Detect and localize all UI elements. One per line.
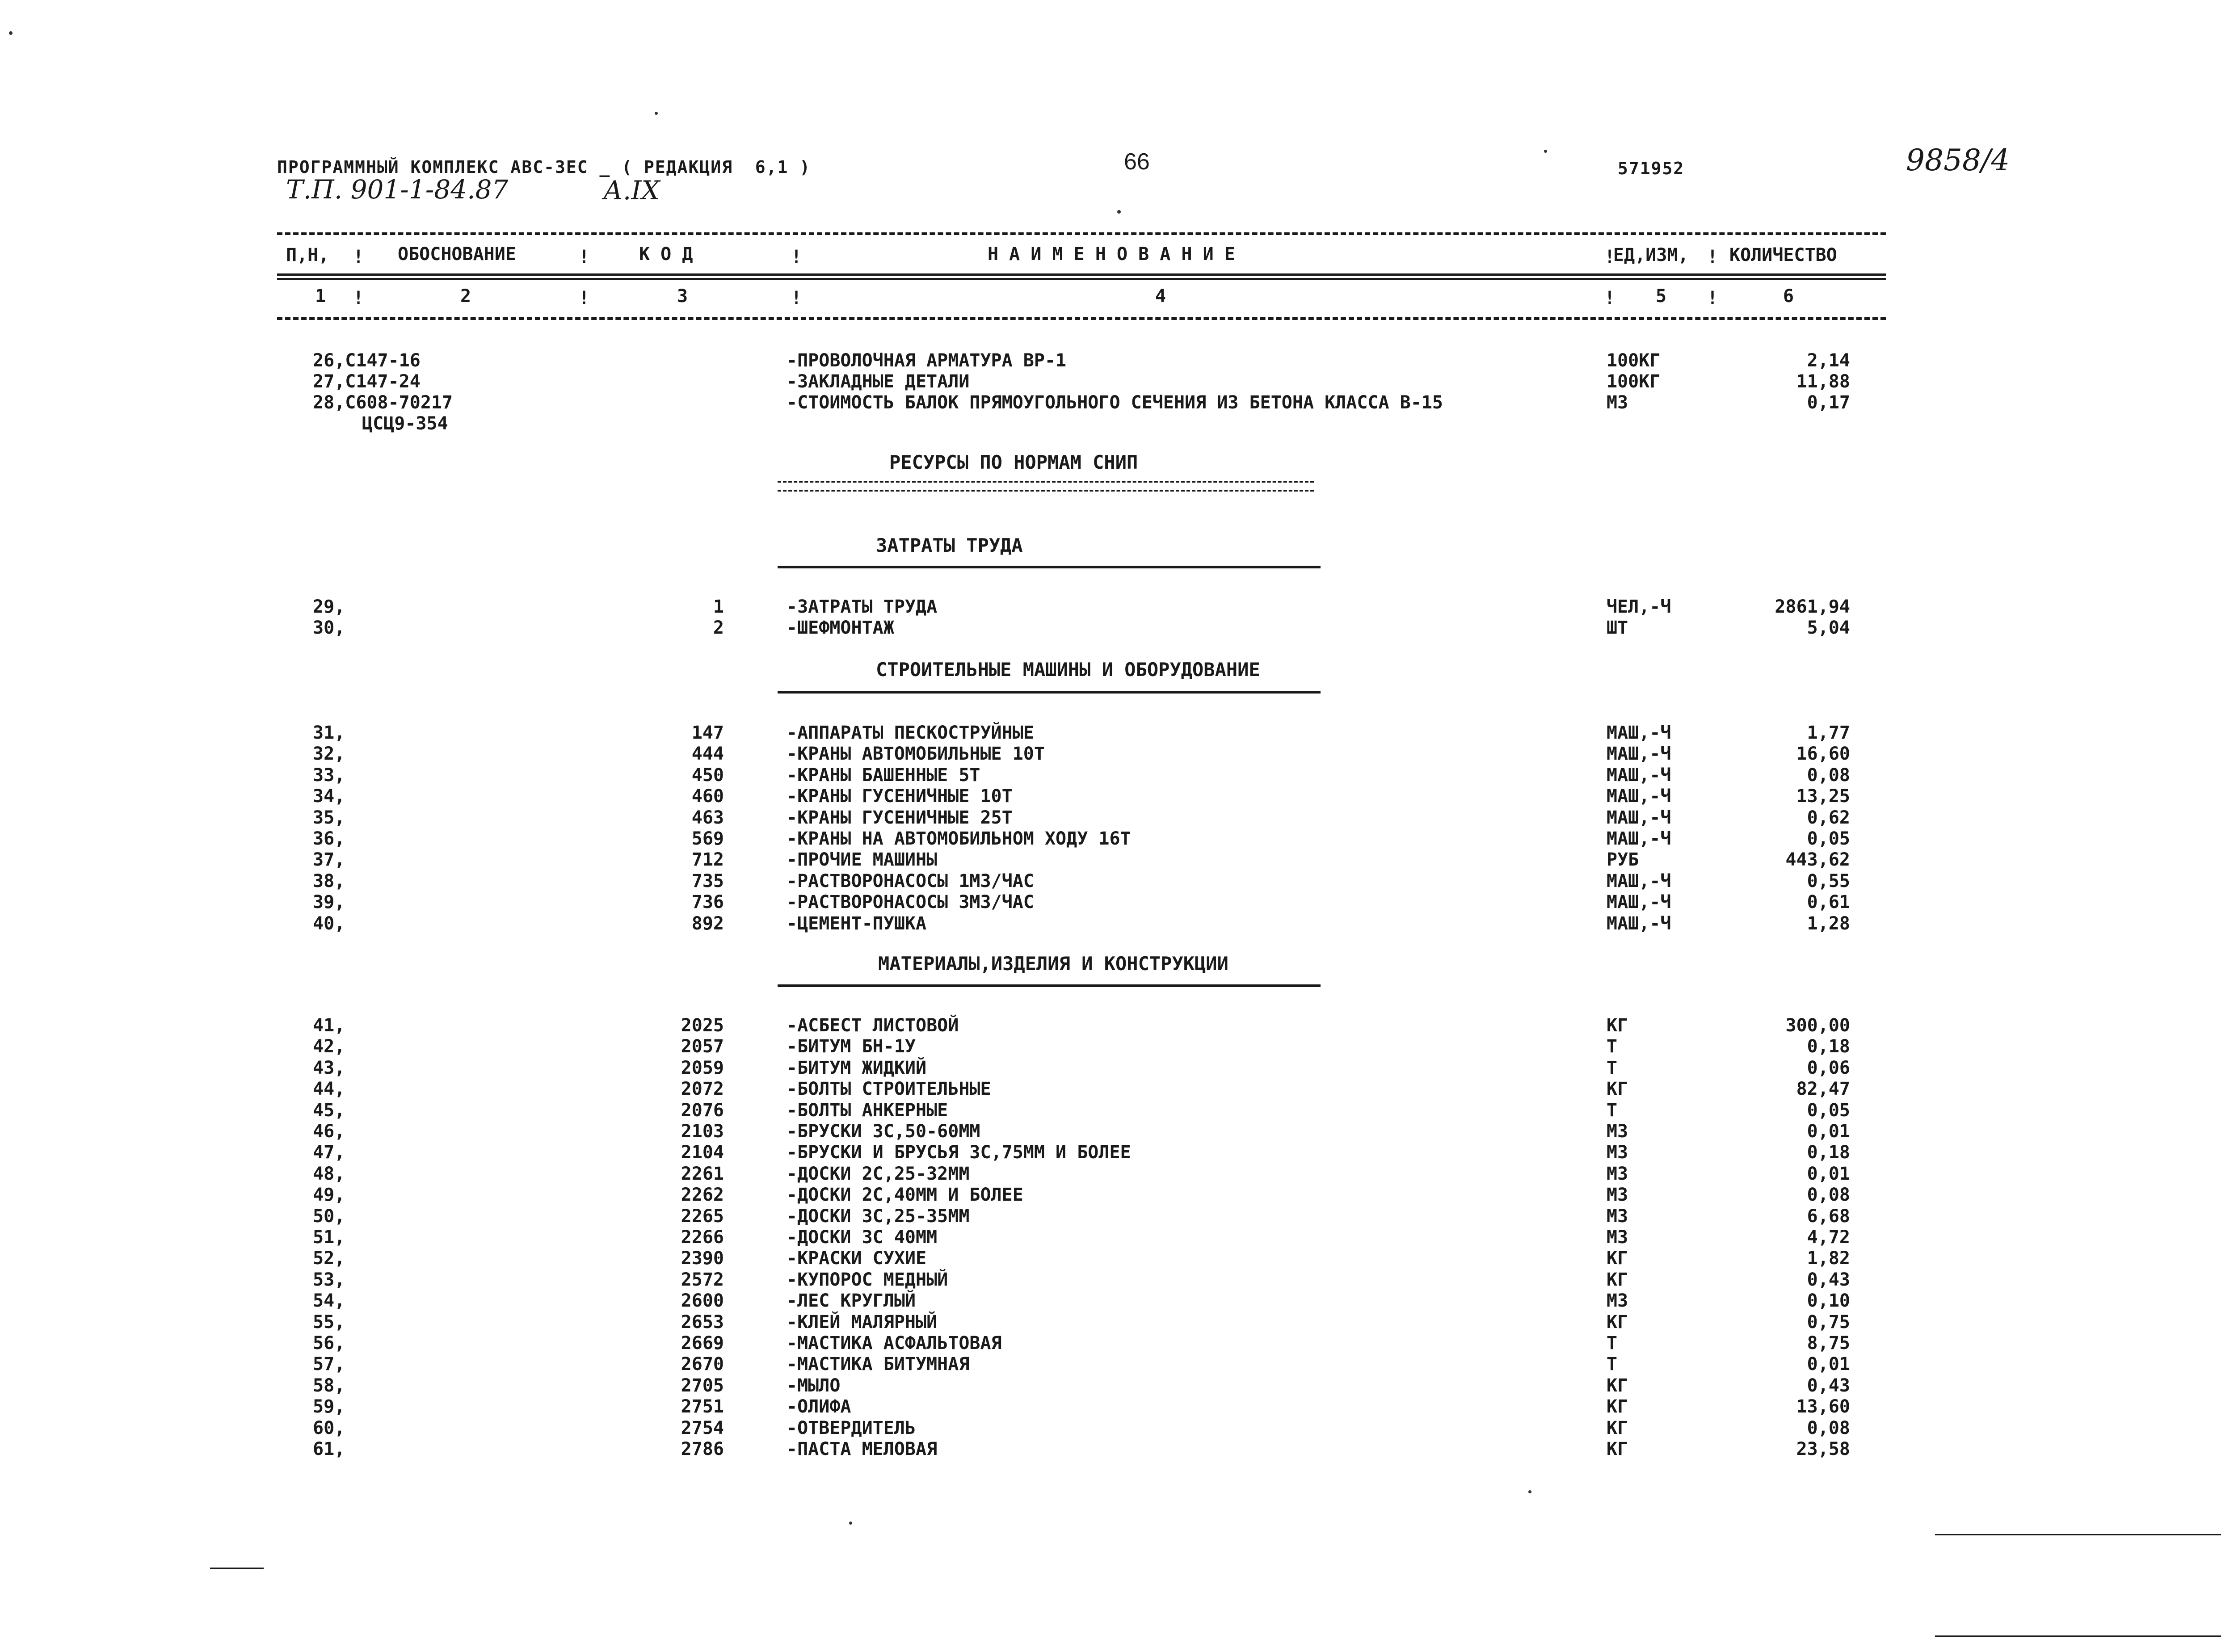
table-row	[0, 1036, 2221, 1057]
album-mark: А.IX	[603, 175, 660, 206]
row-code: 450	[691, 765, 724, 786]
row-quantity: 0,01	[1807, 1121, 1850, 1142]
table-row: 28,C608-70217 -СТОИМОСТЬ БАЛОК ПРЯМОУГОЛЬНОГО СЕЧЕНИЯ ИЗ БЕТОНА КЛАССА В-15 М3 0,17	[313, 392, 1850, 413]
scan-speck	[849, 1522, 852, 1525]
row-code: 147	[691, 723, 724, 743]
row-number: 31,	[313, 723, 345, 743]
table-row	[0, 1290, 2221, 1312]
row-code: 2057	[681, 1036, 724, 1057]
row-number: 35,	[313, 807, 345, 828]
row-code: 2669	[681, 1333, 724, 1354]
row-unit: КГ	[1607, 1248, 1628, 1269]
table-row	[0, 618, 2221, 639]
col-sep: !	[579, 288, 590, 308]
col-sep: !	[353, 247, 364, 267]
row-number: 46,	[313, 1121, 345, 1142]
row-quantity: 13,60	[1796, 1396, 1850, 1417]
row-number: 32,	[313, 744, 345, 765]
table-row	[0, 871, 2221, 892]
col-qty: КОЛИЧЕСТВО	[1729, 245, 1837, 265]
row-quantity: 0,01	[1807, 1163, 1850, 1184]
row-quantity: 6,68	[1807, 1206, 1850, 1227]
row-quantity: 443,62	[1785, 849, 1850, 870]
row-quantity: 2861,94	[1775, 597, 1850, 617]
row-number: 42,	[313, 1036, 345, 1057]
col-num-5: 5	[1656, 286, 1667, 307]
table-row	[0, 1396, 2221, 1417]
row-code: 2103	[681, 1121, 724, 1142]
table-top-rule	[277, 232, 1886, 235]
row-name: -БИТУМ ЖИДКИЙ	[787, 1057, 927, 1078]
row-unit: КГ	[1607, 1079, 1628, 1100]
row-number: 52,	[313, 1248, 345, 1269]
row-code: 712	[691, 849, 724, 870]
row-unit: М3	[1607, 1206, 1628, 1227]
row-quantity: 0,61	[1807, 892, 1850, 913]
scan-speck	[655, 112, 658, 115]
row-name: -МЫЛО	[787, 1375, 841, 1396]
col-num-3: 3	[677, 286, 688, 307]
row-code: 2754	[681, 1417, 724, 1438]
row-unit: МАШ,-Ч	[1607, 786, 1671, 807]
row-number: 34,	[313, 786, 345, 807]
row-quantity: 82,47	[1796, 1079, 1850, 1100]
row-quantity: 0,18	[1807, 1142, 1850, 1163]
scan-edge-line	[1935, 1534, 2221, 1535]
row-unit: М3	[1607, 1227, 1628, 1248]
inventory-mark: 9858/4	[1906, 143, 2010, 177]
col-name: Н А И М Е Н О В А Н И Е	[988, 244, 1235, 265]
table-row-extra: ЦСЦ9-354	[362, 413, 448, 434]
row-number: 43,	[313, 1057, 345, 1078]
row-number: 45,	[313, 1100, 345, 1121]
row-number: 61,	[313, 1439, 345, 1459]
row-number: 33,	[313, 765, 345, 786]
row-name: -ДОСКИ 3С 40ММ	[787, 1227, 938, 1248]
row-number: 55,	[313, 1312, 345, 1333]
row-code: 2104	[681, 1142, 724, 1163]
row-unit: МАШ,-Ч	[1607, 765, 1671, 786]
table-row	[0, 892, 2221, 913]
row-quantity: 300,00	[1785, 1015, 1850, 1036]
row-unit: КГ	[1607, 1417, 1628, 1438]
row-code: 2072	[681, 1079, 724, 1100]
machines-section-rule	[778, 691, 1321, 694]
row-unit: ЧЕЛ,-Ч	[1607, 597, 1671, 617]
row-name: -БОЛТЫ СТРОИТЕЛЬНЫЕ	[787, 1079, 991, 1100]
row-name: -ДОСКИ 2С,40ММ И БОЛЕЕ	[787, 1185, 1023, 1206]
row-number: 39,	[313, 892, 345, 913]
table-row	[0, 744, 2221, 765]
table-row	[0, 828, 2221, 849]
table-row	[0, 1142, 2221, 1163]
row-code: 2705	[681, 1375, 724, 1396]
row-code: 1	[713, 597, 724, 617]
row-code: 736	[691, 892, 724, 913]
col-pn: П,Н,	[286, 245, 329, 265]
table-row	[0, 1354, 2221, 1375]
row-unit: М3	[1607, 1121, 1628, 1142]
row-name: -БРУСКИ 3С,50-60ММ	[787, 1121, 980, 1142]
table-row	[0, 786, 2221, 807]
row-unit: Т	[1607, 1057, 1618, 1078]
table-row	[0, 807, 2221, 828]
table-row	[0, 1418, 2221, 1439]
row-quantity: 0,75	[1807, 1312, 1850, 1333]
col-unit: ЕД,ИЗМ,	[1613, 245, 1689, 265]
row-number: 44,	[313, 1079, 345, 1100]
row-quantity: 0,08	[1807, 1185, 1850, 1206]
col-sep: !	[1707, 288, 1718, 308]
table-row: 26,C147-16 -ПРОВОЛОЧНАЯ АРМАТУРА ВР-1 100КГ 2,14	[313, 350, 1850, 371]
row-unit: М3	[1607, 1185, 1628, 1206]
table-row	[0, 913, 2221, 934]
row-code: 892	[691, 913, 724, 934]
row-quantity: 0,01	[1807, 1354, 1850, 1375]
row-quantity: 0,43	[1807, 1269, 1850, 1290]
machines-section-title: СТРОИТЕЛЬНЫЕ МАШИНЫ И ОБОРУДОВАНИЕ	[876, 659, 1260, 681]
row-code: 2266	[681, 1227, 724, 1248]
table-row	[0, 1079, 2221, 1100]
row-quantity: 4,72	[1807, 1227, 1850, 1248]
table-row	[0, 1227, 2221, 1248]
row-unit: МАШ,-Ч	[1607, 913, 1671, 934]
resources-double-rule	[778, 481, 1314, 492]
table-row	[0, 1100, 2221, 1121]
scan-speck	[1528, 1490, 1531, 1493]
row-number: 49,	[313, 1185, 345, 1206]
scan-speck	[1117, 210, 1121, 214]
row-code: 2751	[681, 1396, 724, 1417]
col-sep: !	[1707, 247, 1718, 267]
row-number: 59,	[313, 1396, 345, 1417]
row-number: 29,	[313, 597, 345, 617]
row-unit: МАШ,-Ч	[1607, 744, 1671, 765]
row-number: 56,	[313, 1333, 345, 1354]
scan-edge-line	[210, 1568, 264, 1569]
doc-number: 571952	[1618, 159, 1685, 178]
row-name: -ДОСКИ 2С,25-32ММ	[787, 1163, 970, 1184]
table-row	[0, 1015, 2221, 1036]
scan-speck	[9, 31, 13, 35]
row-unit: КГ	[1607, 1375, 1628, 1396]
table-row: 27,C147-24 -ЗАКЛАДНЫЕ ДЕТАЛИ 100КГ 11,88	[313, 371, 1850, 392]
row-unit: Т	[1607, 1036, 1618, 1057]
row-name: -КРАНЫ ГУСЕНИЧНЫЕ 10Т	[787, 786, 1013, 807]
table-row	[0, 1439, 2221, 1460]
row-quantity: 0,06	[1807, 1057, 1850, 1078]
row-name: -ШЕФМОНТАЖ	[787, 618, 894, 638]
row-number: 37,	[313, 849, 345, 870]
program-title: ПРОГРАММНЫЙ КОМПЛЕКС АВС-3ЕС _ ( РЕДАКЦИЯ 6,1 )	[277, 157, 811, 177]
row-number: 54,	[313, 1290, 345, 1312]
row-name: -КРАСКИ СУХИЕ	[787, 1248, 927, 1269]
row-quantity: 5,04	[1807, 618, 1850, 638]
row-code: 2059	[681, 1057, 724, 1078]
row-name: -РАСТВОРОНАСОСЫ 1М3/ЧАС	[787, 870, 1034, 891]
table-row	[0, 1248, 2221, 1269]
col-sep: !	[791, 288, 802, 308]
col-num-6: 6	[1783, 286, 1794, 307]
row-code: 2025	[681, 1015, 724, 1036]
table-row	[0, 1206, 2221, 1227]
resources-title: РЕСУРСЫ ПО НОРМАМ СНИП	[889, 451, 1138, 473]
row-code: 2390	[681, 1248, 724, 1269]
row-code: 2262	[681, 1185, 724, 1206]
row-number: 41,	[313, 1015, 345, 1036]
row-name: -БРУСКИ И БРУСЬЯ 3С,75ММ И БОЛЕЕ	[787, 1142, 1131, 1163]
row-name: -КРАНЫ ГУСЕНИЧНЫЕ 25Т	[787, 807, 1013, 828]
table-row	[0, 1121, 2221, 1142]
row-name: -КРАНЫ АВТОМОБИЛЬНЫЕ 10Т	[787, 744, 1045, 765]
col-sep: !	[353, 288, 364, 308]
row-name: -БОЛТЫ АНКЕРНЫЕ	[787, 1100, 948, 1121]
row-number: 30,	[313, 618, 345, 638]
row-code: 2261	[681, 1163, 724, 1184]
col-basis: ОБОСНОВАНИЕ	[398, 244, 516, 265]
row-quantity: 13,25	[1796, 786, 1850, 807]
row-quantity: 0,08	[1807, 1417, 1850, 1438]
row-name: -КРАНЫ БАШЕННЫЕ 5Т	[787, 765, 980, 786]
table-row	[0, 1312, 2221, 1333]
table-row	[0, 723, 2221, 744]
row-unit: ШТ	[1607, 618, 1628, 638]
row-unit: РУБ	[1607, 849, 1639, 870]
row-number: 58,	[313, 1375, 345, 1396]
row-quantity: 0,10	[1807, 1290, 1850, 1312]
row-code: 2265	[681, 1206, 724, 1227]
labor-section-title: ЗАТРАТЫ ТРУДА	[876, 534, 1023, 556]
row-number: 57,	[313, 1354, 345, 1375]
row-number: 36,	[313, 828, 345, 849]
row-quantity: 16,60	[1796, 744, 1850, 765]
table-row	[0, 1269, 2221, 1290]
row-number: 50,	[313, 1206, 345, 1227]
row-name: -КРАНЫ НА АВТОМОБИЛЬНОМ ХОДУ 16Т	[787, 828, 1131, 849]
table-row	[0, 849, 2221, 870]
page-number: 66	[1124, 149, 1150, 175]
row-name: -ЦЕМЕНТ-ПУШКА	[787, 913, 927, 934]
row-code: 463	[691, 807, 724, 828]
row-unit: МАШ,-Ч	[1607, 892, 1671, 913]
labor-section-rule	[778, 566, 1321, 568]
row-quantity: 1,28	[1807, 913, 1850, 934]
row-unit: Т	[1607, 1333, 1618, 1354]
row-unit: М3	[1607, 1163, 1628, 1184]
row-quantity: 0,05	[1807, 1100, 1850, 1121]
row-quantity: 0,62	[1807, 807, 1850, 828]
row-name: -АППАРАТЫ ПЕСКОСТРУЙНЫЕ	[787, 723, 1034, 743]
row-quantity: 0,05	[1807, 828, 1850, 849]
row-unit: МАШ,-Ч	[1607, 870, 1671, 891]
row-number: 60,	[313, 1417, 345, 1438]
row-code: 2670	[681, 1354, 724, 1375]
row-code: 2076	[681, 1100, 724, 1121]
row-number: 51,	[313, 1227, 345, 1248]
project-code: Т.П. 901-1-84.87	[286, 174, 509, 205]
row-code: 2	[713, 618, 724, 638]
row-unit: Т	[1607, 1100, 1618, 1121]
row-number: 48,	[313, 1163, 345, 1184]
row-number: 47,	[313, 1142, 345, 1163]
row-quantity: 0,18	[1807, 1036, 1850, 1057]
row-unit: М3	[1607, 1142, 1628, 1163]
col-num-1: 1	[315, 286, 326, 307]
materials-section-rule	[778, 984, 1321, 987]
row-quantity: 0,55	[1807, 870, 1850, 891]
row-number: 53,	[313, 1269, 345, 1290]
row-name: -ПАСТА МЕЛОВАЯ	[787, 1439, 938, 1459]
scan-speck	[1544, 150, 1547, 153]
row-unit: КГ	[1607, 1439, 1628, 1459]
row-name: -ЗАТРАТЫ ТРУДА	[787, 597, 938, 617]
row-code: 444	[691, 744, 724, 765]
row-name: -КЛЕЙ МАЛЯРНЫЙ	[787, 1312, 938, 1333]
row-quantity: 0,43	[1807, 1375, 1850, 1396]
row-unit: КГ	[1607, 1396, 1628, 1417]
row-code: 569	[691, 828, 724, 849]
row-quantity: 23,58	[1796, 1439, 1850, 1459]
row-name: -ЛЕС КРУГЛЫЙ	[787, 1290, 916, 1312]
row-name: -АСБЕСТ ЛИСТОВОЙ	[787, 1015, 959, 1036]
row-name: -ОТВЕРДИТЕЛЬ	[787, 1417, 916, 1438]
row-code: 2572	[681, 1269, 724, 1290]
row-code: 460	[691, 786, 724, 807]
row-number: 40,	[313, 913, 345, 934]
row-unit: М3	[1607, 1290, 1628, 1312]
row-code: 2786	[681, 1439, 724, 1459]
table-row	[0, 1333, 2221, 1354]
row-name: -МАСТИКА АСФАЛЬТОВАЯ	[787, 1333, 1002, 1354]
row-unit: МАШ,-Ч	[1607, 723, 1671, 743]
col-code: К О Д	[639, 244, 693, 265]
row-name: -РАСТВОРОНАСОСЫ 3М3/ЧАС	[787, 892, 1034, 913]
row-name: -БИТУМ БН-1У	[787, 1036, 916, 1057]
row-name: -ДОСКИ 3С,25-35ММ	[787, 1206, 970, 1227]
materials-section-title: МАТЕРИАЛЫ,ИЗДЕЛИЯ И КОНСТРУКЦИИ	[878, 953, 1228, 975]
row-name: -КУПОРОС МЕДНЫЙ	[787, 1269, 948, 1290]
col-sep: !	[579, 247, 590, 267]
col-num-4: 4	[1155, 286, 1166, 307]
col-sep: !	[1604, 247, 1615, 267]
col-sep: !	[1604, 288, 1615, 308]
row-code: 2600	[681, 1290, 724, 1312]
table-row	[0, 1375, 2221, 1396]
row-unit: КГ	[1607, 1015, 1628, 1036]
row-quantity: 1,77	[1807, 723, 1850, 743]
table-row	[0, 765, 2221, 786]
scan-edge-line	[1935, 1635, 2221, 1637]
row-quantity: 0,08	[1807, 765, 1850, 786]
row-name: -МАСТИКА БИТУМНАЯ	[787, 1354, 970, 1375]
row-unit: КГ	[1607, 1269, 1628, 1290]
row-unit: МАШ,-Ч	[1607, 807, 1671, 828]
table-row	[0, 597, 2221, 618]
row-quantity: 1,82	[1807, 1248, 1850, 1269]
row-number: 38,	[313, 870, 345, 891]
table-row	[0, 1058, 2221, 1079]
table-row	[0, 1164, 2221, 1185]
col-num-2: 2	[460, 286, 471, 307]
header-rule-2	[277, 278, 1886, 280]
row-unit: Т	[1607, 1354, 1618, 1375]
row-name: -ОЛИФА	[787, 1396, 851, 1417]
header-rule-1	[277, 273, 1886, 276]
table-row	[0, 1185, 2221, 1206]
row-code: 2653	[681, 1312, 724, 1333]
row-name: -ПРОЧИЕ МАШИНЫ	[787, 849, 938, 870]
row-quantity: 8,75	[1807, 1333, 1850, 1354]
row-unit: КГ	[1607, 1312, 1628, 1333]
row-code: 735	[691, 870, 724, 891]
col-sep: !	[791, 247, 802, 267]
header-rule-3	[277, 317, 1886, 320]
row-unit: МАШ,-Ч	[1607, 828, 1671, 849]
